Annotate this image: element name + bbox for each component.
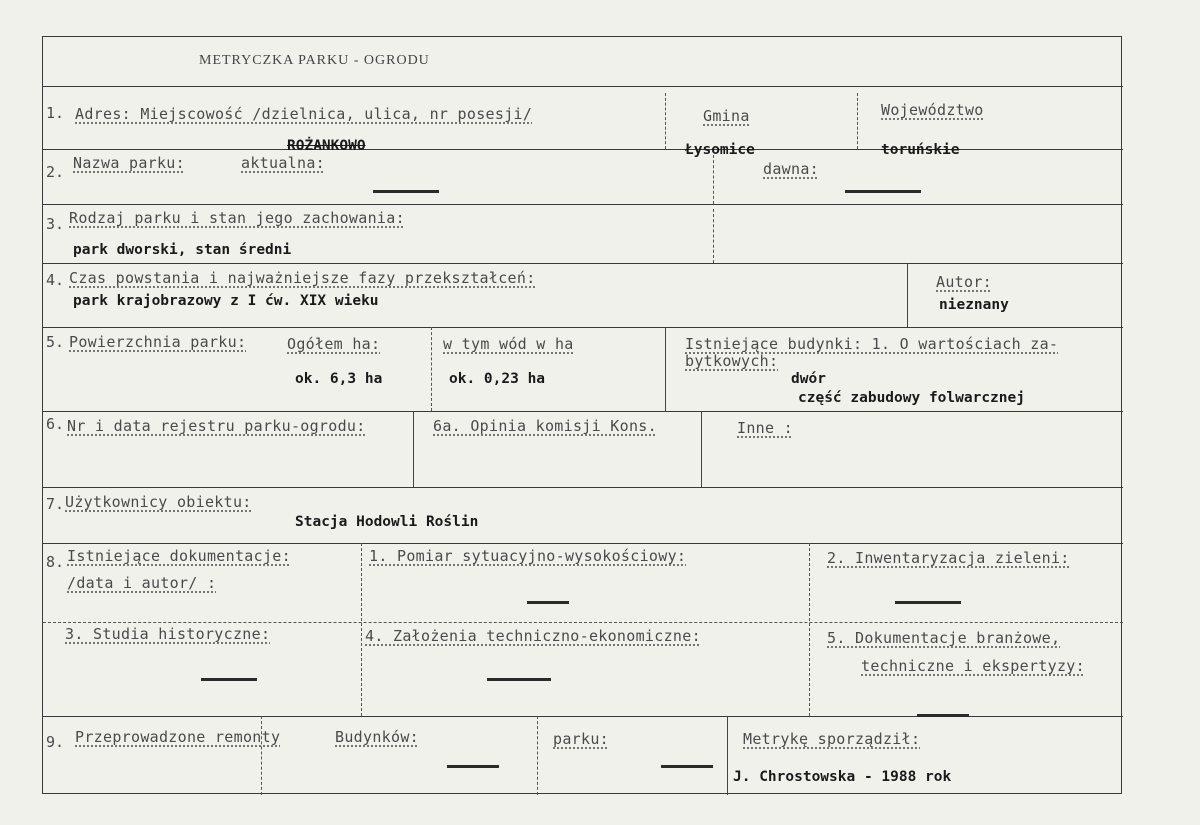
total-area-value: ok. 6,3 ha: [295, 371, 383, 387]
column-divider: [727, 716, 728, 795]
creation-time-label: Czas powstania i najważniejsze fazy przekształceń:: [69, 269, 536, 287]
area-label: Powierzchnia parku:: [69, 333, 247, 351]
row-number: 7.: [46, 495, 65, 513]
form-title: METRYCZKA PARKU - OGRODU: [199, 53, 430, 68]
author-value: nieznany: [939, 297, 1009, 313]
opinion-label: 6a. Opinia komisji Kons.: [433, 417, 657, 435]
row-divider: [43, 263, 1123, 264]
park-type-label: Rodzaj parku i stan jego zachowania:: [69, 209, 405, 227]
empty-value-dash: [895, 601, 961, 604]
column-divider: [701, 411, 702, 487]
gmina-value: Łysomice: [685, 142, 755, 158]
row-divider: [43, 204, 1123, 205]
park-name-label: Nazwa parku:: [73, 154, 185, 172]
empty-value-dash: [373, 190, 439, 193]
form-frame: [42, 36, 1122, 794]
tech-econ-label: 4. Założenia techniczno-ekonomiczne:: [365, 627, 701, 645]
inventory-label: 2. Inwentaryzacja zieleni:: [827, 549, 1070, 567]
building-item: dwór: [791, 371, 826, 387]
branch-docs-label: 5. Dokumentacje branżowe,: [827, 629, 1061, 647]
column-divider: [665, 93, 666, 149]
row-number: 5.: [46, 333, 65, 351]
column-divider: [665, 327, 666, 411]
buildings-label-cont: bytkowych:: [685, 352, 779, 370]
column-divider: [713, 209, 714, 263]
row-number: 3.: [46, 215, 65, 233]
former-name-label: dawna:: [763, 160, 819, 178]
empty-value-dash: [917, 714, 969, 717]
gmina-label: Gmina: [703, 107, 750, 125]
row-divider-dashed: [43, 622, 1123, 623]
register-label: Nr i data rejestru parku-ogrodu:: [67, 417, 366, 435]
row-divider: [43, 543, 1123, 544]
branch-docs-label-cont: techniczne i ekspertyzy:: [861, 657, 1085, 675]
row-number: 8.: [46, 553, 65, 571]
row-number: 6.: [46, 415, 65, 433]
repairs-label: Przeprowadzone remonty: [75, 728, 281, 746]
row-number: 4.: [46, 271, 65, 289]
column-divider: [713, 155, 714, 204]
voivodeship-value: toruńskie: [881, 142, 960, 158]
row-divider: [43, 327, 1123, 328]
empty-value-dash: [527, 601, 569, 604]
building-item: część zabudowy folwarcznej: [798, 390, 1025, 406]
column-divider: [537, 716, 538, 795]
column-divider: [907, 263, 908, 327]
water-area-value: ok. 0,23 ha: [449, 371, 546, 387]
current-name-label: aktualna:: [241, 154, 325, 172]
prepared-by-label: Metrykę sporządził:: [743, 730, 921, 748]
buildings-label: Istniejące budynki: 1. O wartościach za-: [685, 335, 1059, 353]
empty-value-dash: [201, 678, 257, 681]
empty-value-dash: [487, 678, 551, 681]
column-divider: [809, 543, 810, 716]
voivodeship-label: Województwo: [881, 101, 984, 119]
survey-label: 1. Pomiar sytuacyjno-wysokościowy:: [369, 547, 687, 565]
column-divider: [361, 543, 362, 716]
column-divider: [857, 93, 858, 149]
row-divider: [43, 487, 1123, 488]
row-divider: [43, 411, 1123, 412]
author-label: Autor:: [936, 273, 992, 291]
water-area-label: w tym wód w ha: [443, 335, 574, 353]
row-number: 9.: [46, 733, 65, 751]
column-divider: [413, 411, 414, 487]
column-divider: [431, 327, 432, 411]
park-type-value: park dworski, stan średni: [73, 242, 292, 258]
history-label: 3. Studia historyczne:: [65, 625, 271, 643]
prepared-by-value: J. Chrostowska - 1988 rok: [733, 769, 952, 785]
users-value: Stacja Hodowli Roślin: [295, 514, 479, 530]
repairs-buildings-label: Budynków:: [335, 728, 419, 746]
row-divider: [43, 86, 1123, 87]
empty-value-dash: [661, 765, 713, 768]
row-number: 2.: [46, 163, 65, 181]
docs-label-cont: /data i autor/ :: [67, 574, 217, 592]
row-number: 1.: [46, 104, 65, 122]
total-area-label: Ogółem ha:: [287, 335, 381, 353]
users-label: Użytkownicy obiektu:: [65, 493, 252, 511]
address-value: ROŻANKOWO: [287, 138, 366, 154]
other-label: Inne :: [737, 419, 793, 437]
creation-time-value: park krajobrazowy z I ćw. XIX wieku: [73, 293, 379, 309]
docs-label: Istniejące dokumentacje:: [67, 547, 291, 565]
repairs-park-label: parku:: [553, 730, 609, 748]
address-label: Adres: Miejscowość /dzielnica, ulica, nr posesji/: [75, 105, 533, 123]
empty-value-dash: [447, 765, 499, 768]
empty-value-dash: [845, 190, 921, 193]
row-divider: [43, 149, 1123, 150]
